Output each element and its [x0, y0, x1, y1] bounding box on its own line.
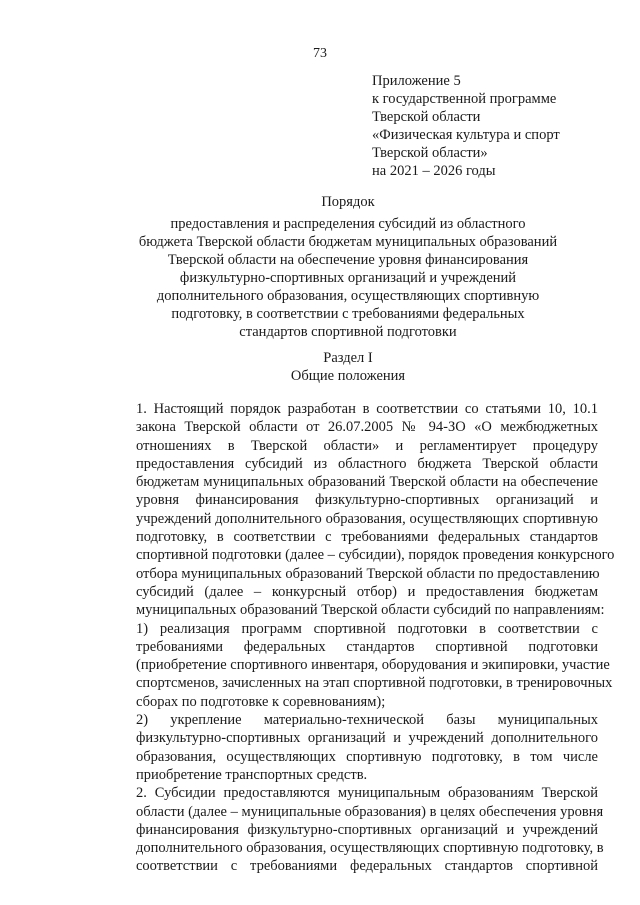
text-line: (приобретение спортивного инвентаря, оборудования и экипировки, участие — [136, 657, 610, 674]
text-line: 2. Субсидии предоставляются муниципальным образованиям Тверской — [136, 785, 598, 802]
text-line: финансирования физкультурно-спортивных организаций и учреждений — [136, 821, 598, 838]
text-line: 1) реализация программ спортивной подготовки в соответствии с — [136, 620, 598, 637]
section-number: Раздел I — [323, 350, 373, 366]
text-line: предоставления субсидий из областного бюджета Тверской области — [136, 455, 598, 472]
text-line: приобретение транспортных средств. — [136, 766, 368, 783]
text-line: физкультурно-спортивных организаций и учреждений дополнительного — [136, 730, 598, 747]
title-line: стандартов спортивной подготовки — [239, 324, 457, 340]
text-line: закона Тверской области от 26.07.2005 № 94-ЗО «О межбюджетных — [136, 419, 598, 436]
text-line: требованиями федеральных стандартов спортивной подготовки — [136, 638, 598, 655]
text-line: спортивной подготовки (далее – субсидии), порядок проведения конкурсного — [136, 547, 615, 564]
appendix-line: Приложение 5 — [372, 73, 461, 89]
title-line: предоставления и распределения субсидий из областного — [170, 216, 526, 232]
paragraph-1-item-2 — [96, 711, 598, 784]
body-text — [96, 400, 615, 876]
text-line: 1. Настоящий порядок разработан в соответствии со статьями 10, 10.1 — [136, 401, 598, 417]
appendix-line: на 2021 – 2026 годы — [372, 163, 496, 179]
text-line: подготовку, в соответствии с требованиями федеральных стандартов — [136, 529, 598, 546]
text-line: субсидий (далее – конкурсный отбор) и предоставления бюджетам — [136, 583, 598, 600]
text-line: дополнительного образования, осуществляющих спортивную подготовку, в — [136, 840, 604, 857]
document-title — [96, 193, 600, 341]
title-line: дополнительного образования, осуществляющих спортивную — [156, 288, 540, 304]
text-line: спортсменов, зачисленных на этап спортивной подготовки, в тренировочных — [136, 675, 613, 692]
text-line: отношениях в Тверской области» и регламентирует процедуру — [136, 437, 598, 454]
text-line: учреждений дополнительного образования, осуществляющих спортивную — [136, 510, 598, 527]
appendix-line: к государственной программе — [372, 91, 557, 107]
appendix-line: «Физическая культура и спорт — [372, 127, 560, 143]
text-line: сборах по подготовке к соревнованиям); — [136, 693, 386, 710]
text-line: отбора муниципальных образований Тверской области по предоставлению — [136, 565, 600, 582]
text-line: соответствии с требованиями федеральных стандартов спортивной — [136, 858, 598, 875]
title-line: подготовку, в соответствии с требованиями федеральных — [171, 306, 525, 322]
title-line: физкультурно-спортивных организаций и учреждений — [179, 270, 517, 286]
title-line: бюджета Тверской области бюджетам муниципальных образований — [138, 234, 558, 250]
appendix-line: Тверской области — [372, 109, 481, 125]
text-line: 2) укрепление материально-технической базы муниципальных — [136, 712, 598, 729]
section-name: Общие положения — [290, 368, 406, 384]
paragraph-1-item-1 — [96, 620, 613, 711]
text-line: области (далее – муниципальные образования) в целях обеспечения уровня — [136, 803, 604, 820]
title-heading: Порядок — [321, 194, 375, 210]
paragraph-2 — [96, 784, 604, 875]
text-line: образования, осуществляющих спортивную подготовку, в том числе — [136, 748, 598, 765]
paragraph-1 — [96, 400, 615, 620]
appendix-block — [372, 72, 612, 180]
page-number: 73 — [313, 46, 327, 61]
text-line: бюджетам муниципальных образований Тверской области на обеспечение — [136, 474, 598, 491]
title-line: Тверской области на обеспечение уровня финансирования — [167, 252, 529, 268]
appendix-line: Тверской области» — [372, 145, 488, 161]
text-line: муниципальных образований Тверской области субсидий по направлениям: — [136, 602, 605, 619]
section-heading — [96, 349, 600, 385]
text-line: уровня финансирования физкультурно-спортивных организаций и — [136, 492, 598, 509]
